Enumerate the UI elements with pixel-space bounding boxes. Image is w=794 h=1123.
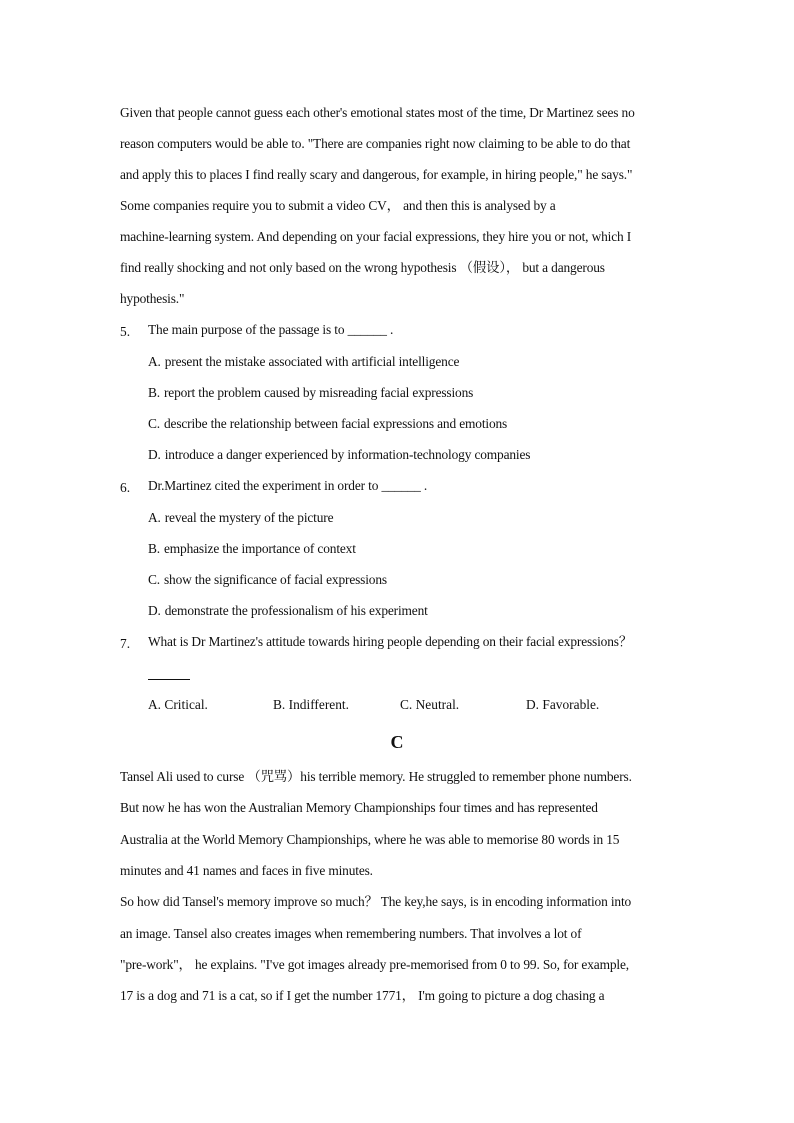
passage-line: But now he has won the Australian Memory Championships four times and has represented: [120, 800, 598, 815]
question-number: 7.: [120, 636, 131, 651]
passage-line: Given that people cannot guess each other's emotional states most of the time, Dr Martinez sees no: [120, 105, 635, 120]
option-text: describe the relationship between facial expressions and emotions: [163, 416, 508, 431]
option-text: show the significance of facial expressions: [163, 572, 387, 587]
passage-line: "pre-work"， he explains. "I've got images already pre-memorised from 0 to 99. So, for example,: [120, 957, 629, 972]
option-c[interactable]: [148, 415, 507, 433]
option-a[interactable]: [148, 696, 208, 714]
option-text: emphasize the importance of context: [163, 541, 356, 556]
option-label: B.: [273, 697, 286, 712]
passage-line: Some companies require you to submit a video CV， and then this is analysed by a: [120, 198, 556, 213]
passage-line: Tansel Ali used to curse （咒骂）his terrible memory. He struggled to remember phone numbers.: [120, 769, 632, 784]
option-label: A.: [148, 354, 161, 369]
option-text: Critical.: [164, 697, 208, 712]
question-text: Dr.Martinez cited the experiment in order to ______ .: [148, 478, 428, 493]
option-a[interactable]: [148, 509, 333, 527]
option-label: C.: [148, 416, 160, 431]
option-label: D.: [148, 603, 161, 618]
section-heading: C: [390, 732, 404, 752]
question-number: 5.: [120, 324, 131, 339]
option-text: Indifferent.: [288, 697, 349, 712]
passage-line: 17 is a dog and 71 is a cat, so if I get the number 1771， I'm going to picture a dog chasing a: [120, 988, 605, 1003]
option-label: A.: [148, 510, 161, 525]
option-b[interactable]: [273, 696, 349, 714]
option-label: C.: [148, 572, 160, 587]
answer-blank: [148, 679, 190, 680]
option-b[interactable]: [148, 384, 473, 402]
option-label: D.: [526, 697, 540, 712]
passage-line: So how did Tansel's memory improve so much？ The key,he says, is in encoding information into: [120, 894, 632, 909]
passage-line: Australia at the World Memory Championships, where he was able to memorise 80 words in 15: [120, 832, 620, 847]
option-text: report the problem caused by misreading facial expressions: [163, 385, 474, 400]
option-label: B.: [148, 385, 160, 400]
option-text: Neutral.: [415, 697, 460, 712]
option-text: reveal the mystery of the picture: [164, 510, 334, 525]
passage-line: reason computers would be able to. "There are companies right now claiming to be able to do that: [120, 136, 631, 151]
option-label: B.: [148, 541, 160, 556]
passage-line: minutes and 41 names and faces in five minutes.: [120, 863, 373, 878]
passage-line: an image. Tansel also creates images when remembering numbers. That involves a lot of: [120, 926, 582, 941]
option-text: demonstrate the professionalism of his experiment: [164, 603, 428, 618]
option-text: introduce a danger experienced by information-technology companies: [164, 447, 531, 462]
option-d[interactable]: [526, 696, 599, 714]
option-b[interactable]: [148, 540, 356, 558]
passage-line: find really shocking and not only based on the wrong hypothesis （假设）， but a dangerous: [120, 260, 605, 275]
question-number: 6.: [120, 480, 131, 495]
option-label: A.: [148, 697, 162, 712]
option-d[interactable]: [148, 446, 530, 464]
passage-line: machine-learning system. And depending on your facial expressions, they hire you or not, which I: [120, 229, 632, 244]
option-d[interactable]: [148, 602, 428, 620]
option-a[interactable]: [148, 353, 459, 371]
passage-line: hypothesis.": [120, 291, 185, 306]
option-c[interactable]: [148, 571, 387, 589]
question-text: What is Dr Martinez's attitude towards hiring people depending on their facial expressions？: [148, 634, 633, 649]
passage-line: and apply this to places I find really scary and dangerous, for example, in hiring people," he says.": [120, 167, 633, 182]
option-c[interactable]: [400, 696, 459, 714]
option-label: D.: [148, 447, 161, 462]
question-text: The main purpose of the passage is to ______ .: [148, 322, 394, 337]
option-label: C.: [400, 697, 413, 712]
option-text: present the mistake associated with artificial intelligence: [164, 354, 460, 369]
option-text: Favorable.: [542, 697, 600, 712]
